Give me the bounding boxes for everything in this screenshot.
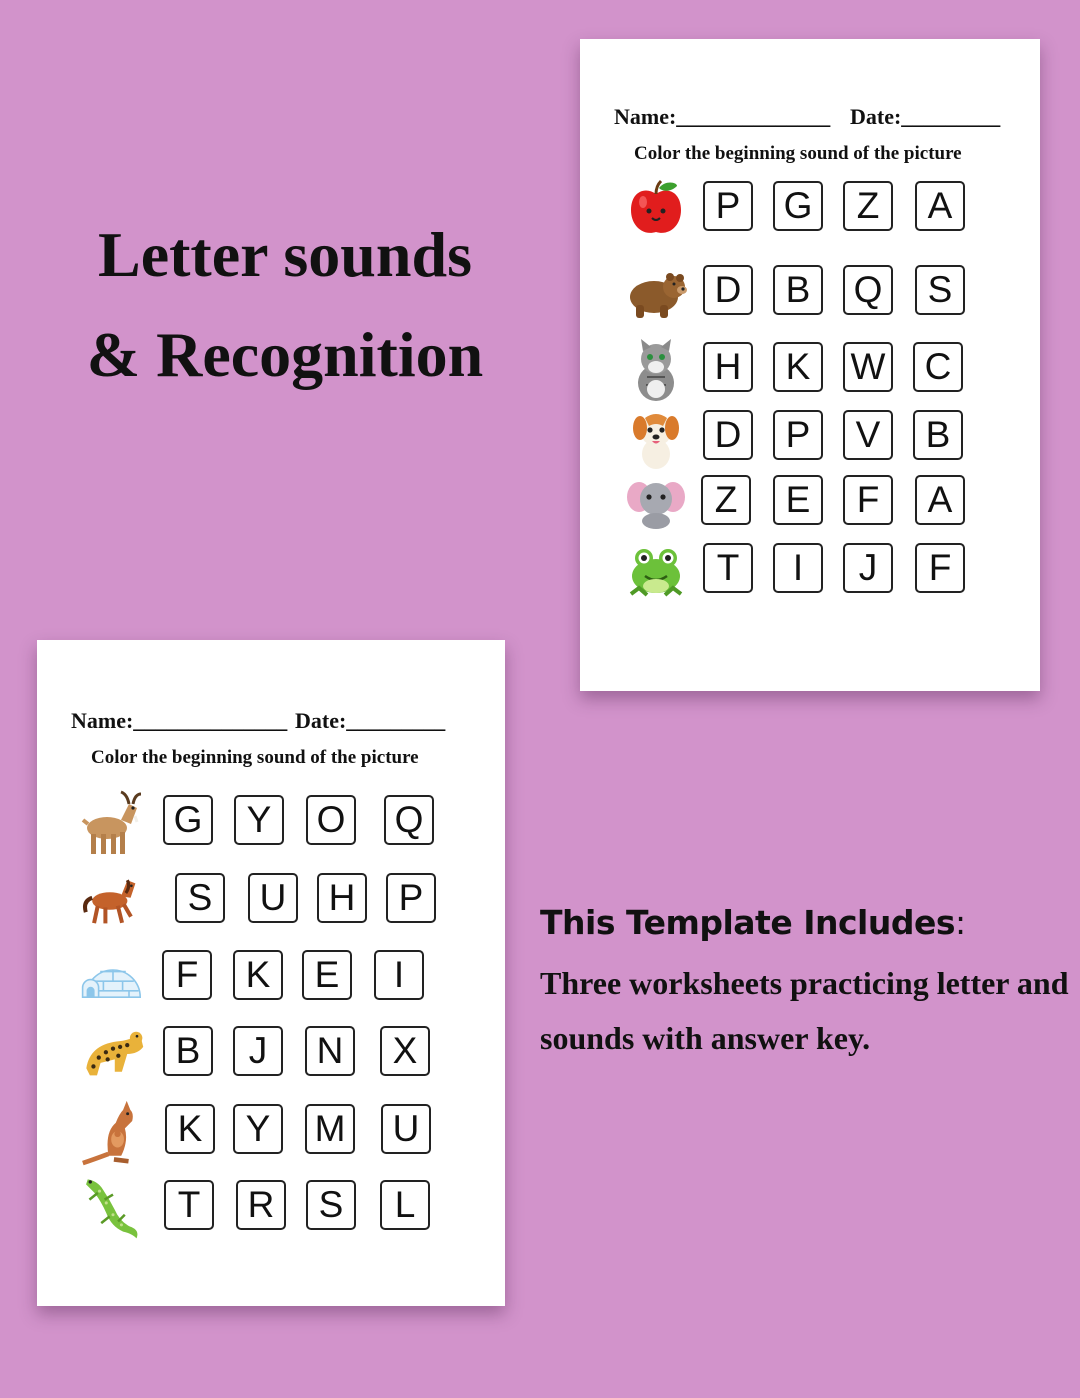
letter-box[interactable]: P (386, 873, 436, 923)
letter-box[interactable]: H (317, 873, 367, 923)
cat-icon (624, 338, 688, 402)
letter-box[interactable]: P (773, 410, 823, 460)
letter-box[interactable]: E (773, 475, 823, 525)
worksheet-row (580, 342, 1040, 402)
letter-box[interactable]: P (703, 181, 753, 231)
letter-box[interactable]: Y (233, 1104, 283, 1154)
letter-box[interactable]: V (843, 410, 893, 460)
lizard-icon (81, 1176, 145, 1240)
letter-box[interactable]: M (305, 1104, 355, 1154)
worksheet-row (37, 1180, 505, 1240)
date-field-label: Date:_________ (850, 104, 1001, 129)
worksheet-instruction: Color the beginning sound of the picture (91, 747, 419, 768)
letter-box[interactable]: S (915, 265, 965, 315)
jaguar-icon (81, 1022, 145, 1086)
dog-icon (624, 406, 688, 470)
letter-box[interactable]: H (703, 342, 753, 392)
igloo-icon (81, 946, 145, 1010)
letter-box[interactable]: Z (701, 475, 751, 525)
template-includes (540, 903, 1070, 1066)
worksheet-row (37, 950, 505, 1010)
letter-box[interactable]: F (843, 475, 893, 525)
letter-box[interactable]: K (773, 342, 823, 392)
letter-box[interactable]: C (913, 342, 963, 392)
letter-box[interactable]: L (380, 1180, 430, 1230)
letter-box[interactable]: F (162, 950, 212, 1000)
worksheet-row (580, 265, 1040, 325)
worksheet-row (580, 475, 1040, 535)
frog-icon (624, 539, 688, 603)
letter-box[interactable]: O (306, 795, 356, 845)
apple-icon (624, 177, 688, 241)
goat-icon (81, 791, 145, 855)
letter-box[interactable]: B (773, 265, 823, 315)
letter-box[interactable]: T (703, 543, 753, 593)
letter-box[interactable]: Z (843, 181, 893, 231)
letter-box[interactable]: I (374, 950, 424, 1000)
worksheet-row (580, 410, 1040, 470)
letter-box[interactable]: S (306, 1180, 356, 1230)
letter-box[interactable]: B (163, 1026, 213, 1076)
worksheet-row (37, 873, 505, 933)
letter-box[interactable]: J (843, 543, 893, 593)
includes-title-colon: : (954, 903, 966, 942)
letter-box[interactable]: Y (234, 795, 284, 845)
elephant-icon (624, 471, 688, 535)
headline-line-1: Letter sounds (98, 219, 472, 290)
letter-box[interactable]: R (236, 1180, 286, 1230)
includes-description: Three worksheets practicing letter and sounds with answer key. (540, 965, 1069, 1056)
worksheet-preview-2 (37, 640, 505, 1306)
letter-box[interactable]: U (381, 1104, 431, 1154)
letter-box[interactable]: A (915, 475, 965, 525)
letter-box[interactable]: U (248, 873, 298, 923)
letter-box[interactable]: A (915, 181, 965, 231)
letter-box[interactable]: Q (384, 795, 434, 845)
worksheet-row (37, 1026, 505, 1086)
worksheet-row (580, 181, 1040, 241)
letter-box[interactable]: E (302, 950, 352, 1000)
horse-icon (81, 869, 145, 933)
letter-box[interactable]: I (773, 543, 823, 593)
letter-box[interactable]: D (703, 410, 753, 460)
headline-line-2: & Recognition (86, 319, 484, 390)
letter-box[interactable]: J (233, 1026, 283, 1076)
worksheet-instruction: Color the beginning sound of the picture (634, 143, 962, 164)
worksheet-row (37, 1104, 505, 1164)
includes-title-text: This Template Includes (540, 903, 955, 942)
headline (40, 205, 530, 405)
bear-icon (624, 261, 688, 325)
letter-box[interactable]: D (703, 265, 753, 315)
letter-box[interactable]: S (175, 873, 225, 923)
worksheet-row (580, 543, 1040, 603)
letter-box[interactable]: Q (843, 265, 893, 315)
date-field-label: Date:_________ (295, 708, 446, 733)
letter-box[interactable]: F (915, 543, 965, 593)
letter-box[interactable]: T (164, 1180, 214, 1230)
name-field-label: Name:______________ (71, 708, 288, 733)
worksheet-preview-1 (580, 39, 1040, 691)
letter-box[interactable]: N (305, 1026, 355, 1076)
name-field-label: Name:______________ (614, 104, 831, 129)
letter-box[interactable]: G (773, 181, 823, 231)
letter-box[interactable]: X (380, 1026, 430, 1076)
letter-box[interactable]: K (233, 950, 283, 1000)
letter-box[interactable]: W (843, 342, 893, 392)
worksheet-row (37, 795, 505, 855)
letter-box[interactable]: K (165, 1104, 215, 1154)
includes-title (540, 903, 1070, 942)
kangaroo-icon (81, 1100, 145, 1164)
letter-box[interactable]: G (163, 795, 213, 845)
letter-box[interactable]: B (913, 410, 963, 460)
